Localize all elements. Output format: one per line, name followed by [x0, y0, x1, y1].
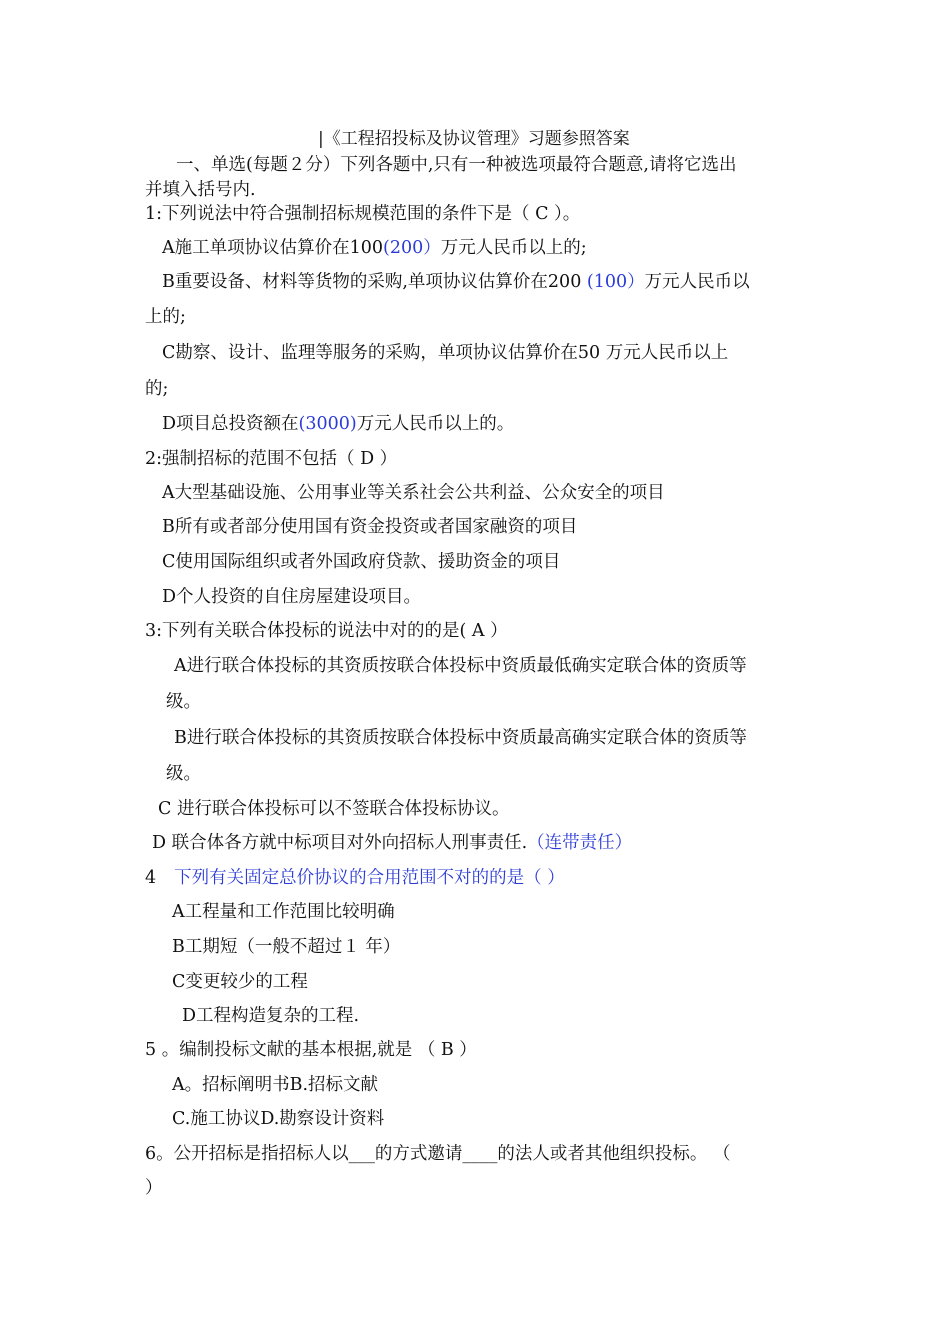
q5-options-ab: A。招标阐明书B.招标文献 — [172, 1075, 379, 1095]
q2-stem: 2:强制招标的范围不包括（ D ） — [145, 449, 398, 469]
q3-option-c: C 进行联合体投标可以不签联合体投标协议。 — [158, 799, 510, 819]
q4-option-b: B工期短（一般不超过１ 年） — [172, 937, 401, 957]
q4-option-a: A工程量和工作范围比较明确 — [172, 902, 395, 922]
q1-option-b — [162, 270, 750, 294]
q4-option-d: D工程构造复杂的工程. — [182, 1006, 360, 1026]
q1-d-text: D项目总投资额在 — [162, 414, 299, 434]
q1-option-c-cont: 的; — [145, 379, 169, 399]
q5-options-cd: C.施工协议D.勘察设计资料 — [172, 1109, 385, 1129]
q4-stem-text: 下列有关固定总价协议的合用范围不对的的是（ ） — [174, 868, 565, 888]
intro-line-2: 并填入括号内. — [145, 180, 256, 200]
q3-option-a: A进行联合体投标的其资质按联合体投标中资质最低确实定联合体的资质等 — [174, 656, 747, 676]
q2-option-b: B所有或者部分使用国有资金投资或者国家融资的项目 — [162, 517, 578, 537]
q1-b-text-end: 万元人民币以 — [644, 272, 750, 292]
q3-option-a-cont: 级。 — [166, 692, 201, 712]
q3-option-b: B进行联合体投标的其资质按联合体投标中资质最高确实定联合体的资质等 — [174, 728, 747, 748]
q1-option-d — [162, 412, 514, 436]
q1-option-c: C勘察、设计、监理等服务的采购，单项协议估算价在50 万元人民币以上 — [162, 343, 729, 363]
q6-stem-cont: ） — [145, 1178, 163, 1198]
q3-d-correction: （连带责任） — [527, 833, 633, 853]
q1-d-text-end: 万元人民币以上的。 — [356, 414, 515, 434]
q4-stem — [145, 866, 565, 890]
q1-b-text: B重要设备、材料等货物的采购,单项协议估算价在200 — [162, 272, 587, 292]
q1-option-b-cont: 上的; — [145, 307, 186, 327]
q3-option-b-cont: 级。 — [166, 764, 201, 784]
q4-number: 4 — [145, 868, 157, 888]
q4-option-c: C变更较少的工程 — [172, 972, 308, 992]
q1-a-text: A施工单项协议估算价在100 — [162, 238, 384, 258]
q3-d-text: D 联合体各方就中标项目对外向招标人刑事责任. — [152, 833, 528, 853]
page-title: |《工程招投标及协议管理》习题参照答案 — [318, 129, 630, 149]
q3-option-d — [152, 831, 632, 855]
q6-stem: 6。公开招标是指招标人以___的方式邀请____的法人或者其他组织投标。 （ — [145, 1144, 731, 1164]
intro-line-1: 一、单选(每题２分）下列各题中,只有一种被选项最符合题意,请将它选出 — [176, 155, 737, 175]
q5-stem: 5 。编制投标文献的基本根据,就是 （ B ） — [145, 1040, 477, 1060]
q1-a-text-end: 万元人民币以上的; — [440, 238, 587, 258]
q2-option-a: A大型基础设施、公用事业等关系社会公共利益、公众安全的项目 — [162, 483, 665, 503]
q3-stem: 3:下列有关联合体投标的说法中对的的是( A ） — [145, 621, 508, 641]
q2-option-d: D个人投资的自住房屋建设项目。 — [162, 587, 422, 607]
q1-d-correction: (3000) — [298, 414, 357, 434]
q1-b-correction: (100） — [586, 272, 645, 292]
q1-option-a — [162, 236, 587, 260]
q1-stem: 1:下列说法中符合强制招标规模范围的条件下是（ C ）。 — [145, 204, 581, 224]
q1-a-correction: (200） — [383, 238, 441, 258]
q2-option-c: C使用国际组织或者外国政府贷款、援助资金的项目 — [162, 552, 561, 572]
